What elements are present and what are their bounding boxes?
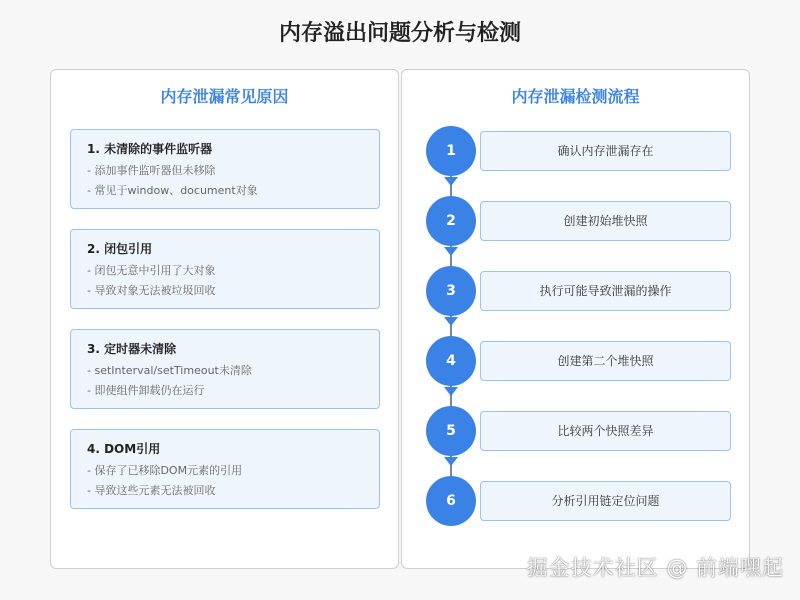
cause-card-4 xyxy=(70,429,380,509)
step-label: 创建初始堆快照 xyxy=(480,201,731,241)
step-label: 创建第二个堆快照 xyxy=(480,341,731,381)
cause-detail: - 闭包无意中引用了大对象 xyxy=(87,264,216,277)
arrow-down-icon xyxy=(444,457,458,466)
cause-title: 4. DOM引用 xyxy=(87,442,161,456)
cause-detail: - 导致这些元素无法被回收 xyxy=(87,484,216,497)
cause-detail: - 即使组件卸载仍在运行 xyxy=(87,384,205,397)
cause-detail: - setInterval/setTimeout未清除 xyxy=(87,364,252,377)
cause-detail: - 保存了已移除DOM元素的引用 xyxy=(87,464,243,477)
step-number: 6 xyxy=(426,476,476,526)
causes-heading: 内存泄漏常见原因 xyxy=(160,87,289,106)
step-label: 分析引用链定位问题 xyxy=(480,481,731,521)
page-title: 内存溢出问题分析与检测 xyxy=(278,21,521,46)
cause-detail: - 导致对象无法被垃圾回收 xyxy=(87,284,216,297)
step-number: 4 xyxy=(426,336,476,386)
cause-detail: - 常见于window、document对象 xyxy=(87,184,258,197)
step-number: 3 xyxy=(426,266,476,316)
step-number: 5 xyxy=(426,406,476,456)
arrow-down-icon xyxy=(444,387,458,396)
detection-heading: 内存泄漏检测流程 xyxy=(511,87,640,106)
arrow-down-icon xyxy=(444,247,458,256)
cause-title: 3. 定时器未清除 xyxy=(87,342,177,356)
cause-card-3 xyxy=(70,329,380,409)
cause-title: 1. 未清除的事件监听器 xyxy=(87,142,213,156)
step-number: 2 xyxy=(426,196,476,246)
causes-panel xyxy=(50,69,399,569)
step-label: 确认内存泄漏存在 xyxy=(480,131,731,171)
cause-detail: - 添加事件监听器但未移除 xyxy=(87,164,216,177)
detection-panel xyxy=(401,69,750,569)
cause-title: 2. 闭包引用 xyxy=(87,242,153,256)
step-label: 执行可能导致泄漏的操作 xyxy=(480,271,731,311)
watermark: 掘金技术社区 @ 前端嘿起 xyxy=(526,556,784,580)
cause-card-2 xyxy=(70,229,380,309)
cause-card-1 xyxy=(70,129,380,209)
arrow-down-icon xyxy=(444,177,458,186)
step-label: 比较两个快照差异 xyxy=(480,411,731,451)
arrow-down-icon xyxy=(444,317,458,326)
step-number: 1 xyxy=(426,126,476,176)
